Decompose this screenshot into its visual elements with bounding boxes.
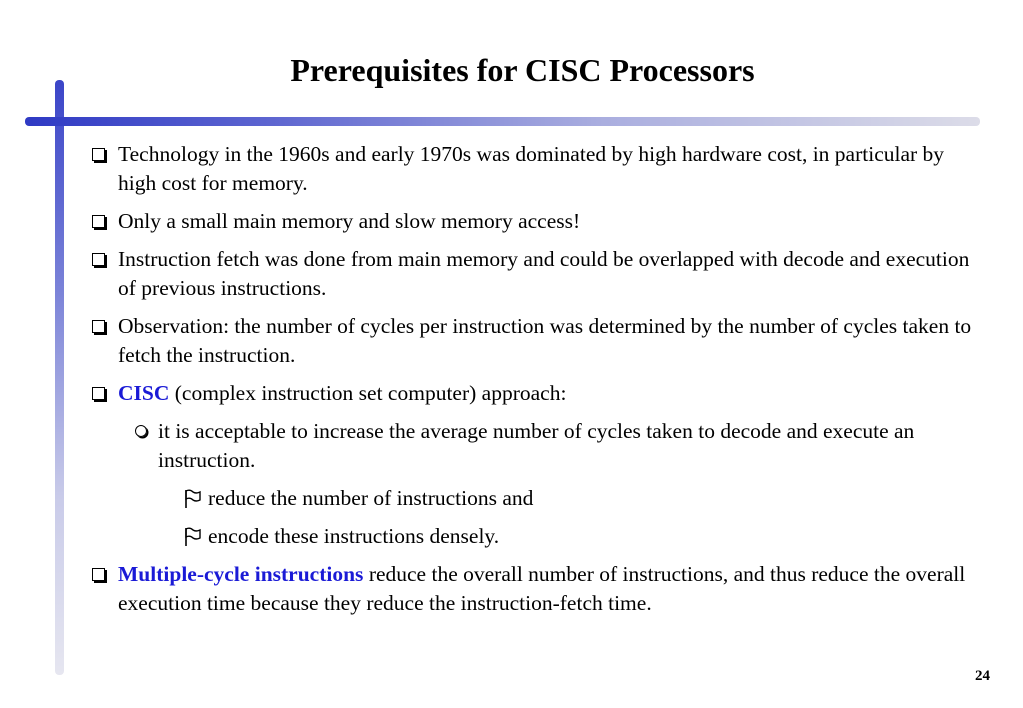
flag-bullet-icon bbox=[184, 522, 202, 551]
multiple-cycle-highlight: Multiple-cycle instructions bbox=[118, 562, 364, 586]
bullet-text: Only a small main memory and slow memory access! bbox=[118, 209, 581, 233]
sub-sub-bullet-text: encode these instructions densely. bbox=[208, 524, 500, 548]
square-bullet-icon bbox=[92, 560, 105, 589]
sub-bullet-item bbox=[90, 417, 980, 475]
vertical-decor-bar bbox=[55, 80, 64, 675]
sub-bullet-text: it is acceptable to increase the average number of cycles taken to decode and execute an instruction. bbox=[158, 419, 915, 472]
bullet-item bbox=[90, 379, 980, 408]
square-bullet-icon bbox=[92, 207, 105, 236]
flag-bullet-icon bbox=[184, 484, 202, 513]
slide-content bbox=[90, 140, 980, 627]
bullet-item bbox=[90, 207, 980, 236]
bullet-text: Technology in the 1960s and early 1970s was dominated by high hardware cost, in particular by high cost for memory. bbox=[118, 142, 945, 195]
bullet-item bbox=[90, 245, 980, 303]
bullet-text: (complex instruction set computer) approach: bbox=[169, 381, 567, 405]
bullet-text: Observation: the number of cycles per instruction was determined by the number of cycles taken to fetch the instruction. bbox=[118, 314, 972, 367]
cisc-highlight: CISC bbox=[118, 381, 170, 405]
circle-bullet-icon bbox=[135, 417, 147, 446]
bullet-item bbox=[90, 560, 980, 618]
bullet-text: reduce the overall number of instructions, and thus reduce the overall execution time because they reduce the instruction-fetch time. bbox=[118, 562, 966, 615]
slide-title: Prerequisites for CISC Processors bbox=[290, 52, 755, 88]
bullet-item bbox=[90, 140, 980, 198]
bullet-item bbox=[90, 312, 980, 370]
square-bullet-icon bbox=[92, 245, 105, 274]
square-bullet-icon bbox=[92, 140, 105, 169]
square-bullet-icon bbox=[92, 312, 105, 341]
bullet-text: Instruction fetch was done from main memory and could be overlapped with decode and execution of previous instructions. bbox=[118, 247, 970, 300]
horizontal-decor-bar bbox=[25, 117, 980, 126]
page-number: 24 bbox=[975, 668, 990, 684]
sub-sub-bullet-text: reduce the number of instructions and bbox=[208, 486, 534, 510]
square-bullet-icon bbox=[92, 379, 105, 408]
sub-sub-bullet-item bbox=[90, 522, 980, 551]
sub-sub-bullet-item bbox=[90, 484, 980, 513]
